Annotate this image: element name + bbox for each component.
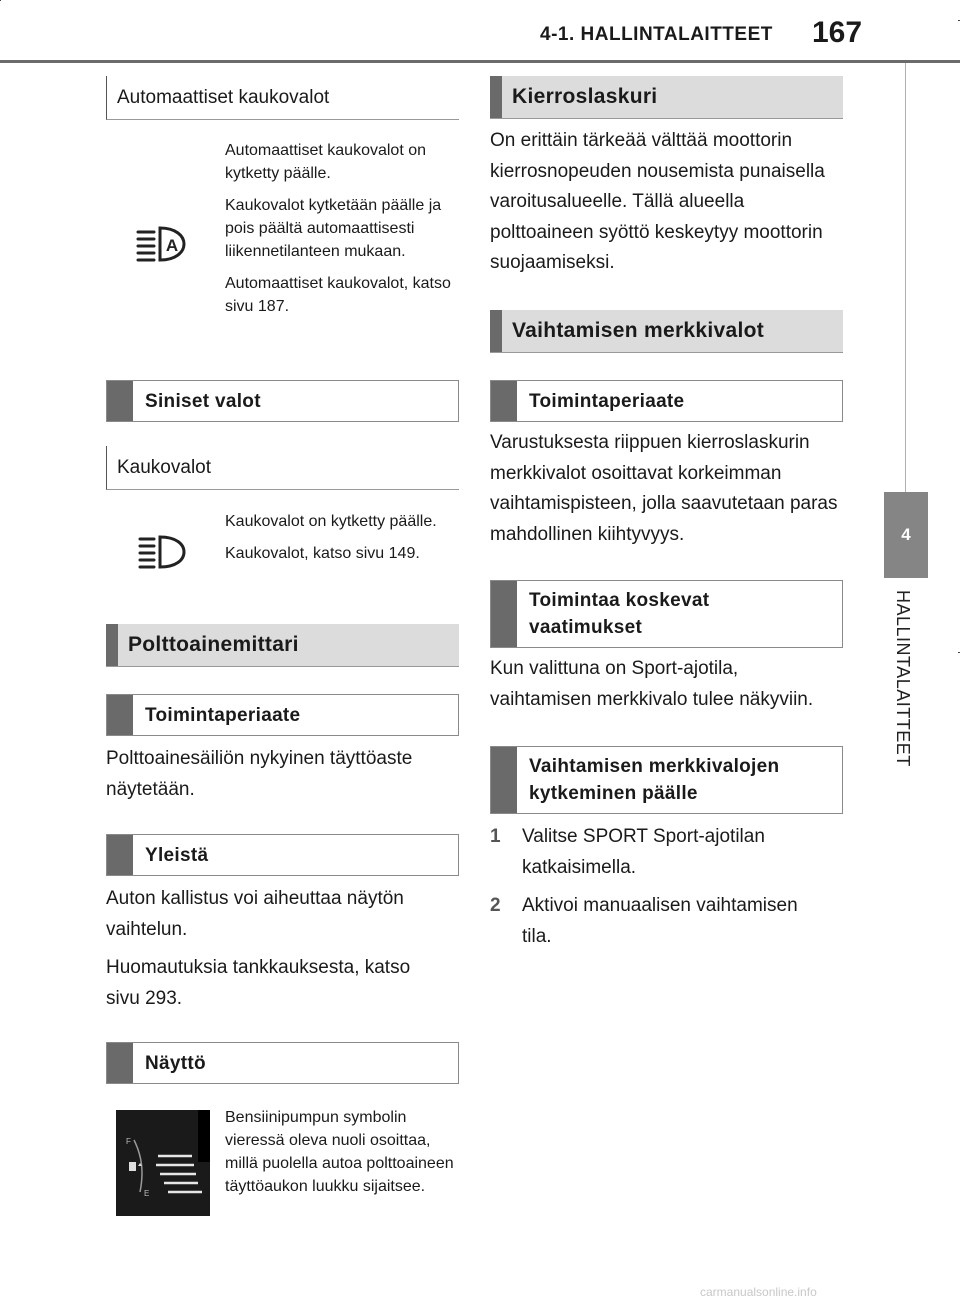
shift-requirements-text: Kun valittuna on Sport-ajotila, vaihtamisen merkkivalo tulee näkyviin. bbox=[490, 658, 814, 710]
fuel-general-text-1: Auton kallistus voi aiheuttaa näytön vaihtelun. bbox=[106, 888, 404, 940]
gauge-empty-mark: E bbox=[144, 1189, 150, 1198]
blue-lights-heading-text: Siniset valot bbox=[145, 390, 261, 412]
shift-activation-heading-text: Vaihtamisen merkkivalojen kytkeminen päälle bbox=[529, 756, 780, 804]
shift-activation-heading bbox=[490, 746, 843, 814]
chapter-tab: 4 bbox=[884, 492, 928, 578]
fuel-principle-text: Polttoainesäiliön nykyinen täyttöaste näytetään. bbox=[106, 748, 413, 800]
high-beam-icon bbox=[138, 534, 188, 570]
blue-lights-heading bbox=[106, 380, 459, 422]
fuel-gauge-heading: Polttoainemittari bbox=[106, 624, 459, 666]
fuel-general-text bbox=[106, 884, 456, 1014]
step-2 bbox=[490, 891, 842, 952]
side-line bbox=[905, 63, 906, 492]
step-text: Aktivoi manuaalisen vaihtamisen tila. bbox=[522, 895, 798, 947]
fuel-general-heading bbox=[106, 834, 459, 876]
high-beam-line-1: Kaukovalot on kytketty päälle. bbox=[225, 513, 437, 530]
auto-high-beam-label: Automaattiset kaukovalot bbox=[106, 76, 459, 120]
divider bbox=[490, 352, 843, 353]
fuel-display-heading-text: Näyttö bbox=[145, 1052, 206, 1074]
tachometer-text: On erittäin tärkeää välttää moottorin kierrosnopeuden nousemista punaisella varoitusalueelle. Tällä alueella polttoaineen syöttö keskeytyy moottorin suojaamiseksi. bbox=[490, 130, 825, 273]
auto-high-beam-line-2: Kaukovalot kytketään päälle ja pois päältä automaattisesti liikennetilanteen mukaan. bbox=[225, 197, 442, 260]
high-beam-text bbox=[225, 510, 459, 574]
chapter-tab-label: HALLINTALAITTEET bbox=[893, 590, 913, 767]
step-number: 2 bbox=[490, 895, 501, 916]
divider bbox=[490, 118, 843, 119]
shift-principle-heading bbox=[490, 380, 843, 422]
fuel-gauge-image bbox=[116, 1110, 210, 1216]
shift-lights-heading: Vaihtamisen merkkivalot bbox=[490, 310, 843, 352]
shift-principle-text: Varustuksesta riippuen kierroslaskurin merkkivalot osoittavat korkeimman vaihtamispisteen, jolla saavutetaan paras mahdollinen kiihtyvyys. bbox=[490, 432, 838, 545]
auto-high-beam-icon bbox=[136, 224, 188, 264]
step-number: 1 bbox=[490, 826, 501, 847]
page-number: 167 bbox=[812, 16, 863, 49]
shift-principle-heading-text: Toimintaperiaate bbox=[529, 390, 685, 412]
high-beam-line-2: Kaukovalot, katso sivu 149. bbox=[225, 545, 420, 562]
fuel-principle-heading bbox=[106, 694, 459, 736]
step-text: Valitse SPORT Sport-ajotilan katkaisimella. bbox=[522, 826, 765, 878]
fuel-general-heading-text: Yleistä bbox=[145, 844, 209, 866]
footer-watermark: carmanualsonline.info bbox=[700, 1285, 817, 1299]
svg-text:A: A bbox=[165, 236, 179, 255]
high-beam-label: Kaukovalot bbox=[106, 446, 459, 490]
fuel-principle-heading-text: Toimintaperiaate bbox=[145, 704, 301, 726]
tachometer-heading: Kierroslaskuri bbox=[490, 76, 843, 118]
auto-high-beam-text bbox=[225, 139, 457, 327]
divider bbox=[106, 666, 459, 667]
shift-requirements-heading bbox=[490, 580, 843, 648]
header-rule bbox=[0, 60, 960, 63]
chapter-title: 4-1. HALLINTALAITTEET bbox=[540, 24, 773, 45]
fuel-display-heading bbox=[106, 1042, 459, 1084]
auto-high-beam-line-3: Automaattiset kaukovalot, katso sivu 187. bbox=[225, 275, 451, 315]
fuel-display-text: Bensiinipumpun symbolin vieressä oleva nuoli osoittaa, millä puolella autoa polttoaineen täyttöaukon luukku sijaitsee. bbox=[225, 1109, 454, 1195]
step-1 bbox=[490, 822, 842, 883]
gauge-full-mark: F bbox=[126, 1137, 131, 1146]
shift-requirements-heading-text: Toimintaa koskevat vaatimukset bbox=[529, 590, 710, 638]
auto-high-beam-line-1: Automaattiset kaukovalot on kytketty päälle. bbox=[225, 142, 427, 182]
fuel-general-text-2: Huomautuksia tankkauksesta, katso sivu 293. bbox=[106, 957, 411, 1009]
shift-activation-steps bbox=[490, 822, 842, 952]
